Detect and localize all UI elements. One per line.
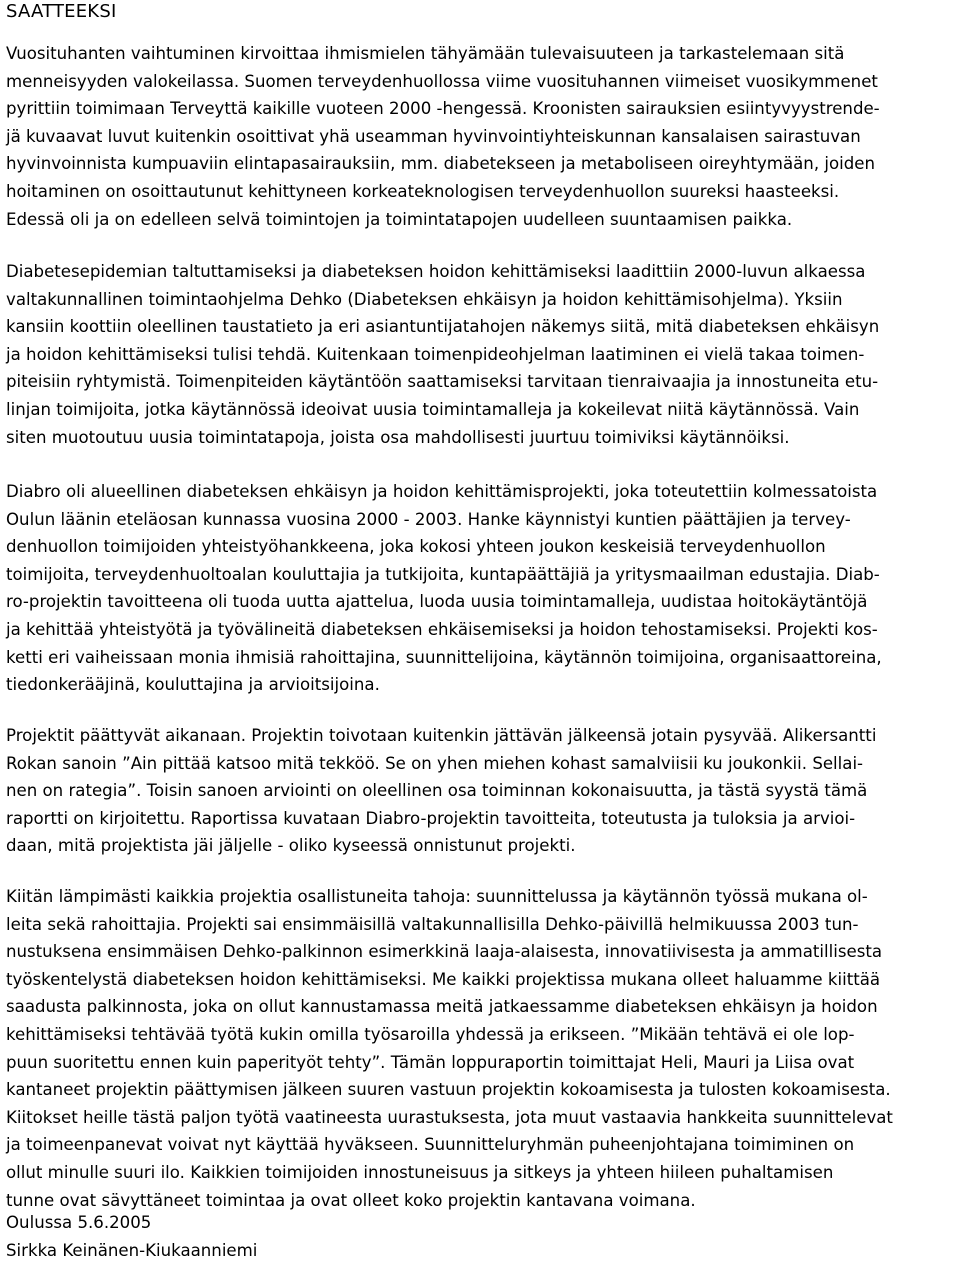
text-line: kehittämiseksi tehtävää työtä kukin omilla työsaroilla yhdessä ja erikseen. ”Mikään tehtävä ei ole lop- <box>6 1024 855 1044</box>
text-line: Projektit päättyvät aikanaan. Projektin toivotaan kuitenkin jättävän jälkeensä jotain pysyvää. Alikersantti <box>6 726 877 745</box>
signature-name: Sirkka Keinänen-Kiukaanniemi <box>6 1240 258 1260</box>
signature-place-date: Oulussa 5.6.2005 <box>6 1213 152 1232</box>
text-line: Edessä oli ja on edelleen selvä toimintojen ja toimintatapojen uudelleen suuntaamisen paikka. <box>6 209 793 229</box>
text-line: Kiitokset heille tästä paljon työtä vaatineesta uurastuksesta, jota muut vastaavia hankkeita suunnittelevat <box>6 1107 893 1127</box>
paragraph-2 <box>6 258 879 451</box>
text-line: kansiin koottiin oleellinen taustatieto ja eri asiantuntijatahojen näkemys siitä, mitä diabeteksen ehkäisyn <box>6 317 880 337</box>
paragraph-3 <box>6 478 882 699</box>
text-line: Vuosituhanten vaihtuminen kirvoittaa ihmismielen tähyämään tulevaisuuteen ja tarkastelemaan sitä <box>6 44 845 63</box>
text-line: hyvinvoinnista kumpuaviin elintapasairauksiin, mm. diabetekseen ja metaboliseen oireyhtymään, joiden <box>6 154 876 174</box>
text-line: hoitaminen on osoittautunut kehittyneen korkeateknologisen terveydenhuollon suureksi haasteeksi. <box>6 181 840 201</box>
text-line: Diabro oli alueellinen diabeteksen ehkäisyn ja hoidon kehittämisprojekti, joka toteutettiin kolmessatoista <box>6 482 878 501</box>
document-heading: SAATTEEKSI <box>6 1 117 22</box>
paragraph-1 <box>6 40 880 233</box>
paragraph-4 <box>6 722 876 860</box>
text-line: denhuollon toimijoiden yhteistyöhankkeena, joka kokosi yhteen joukon keskeisiä terveydenhuollon <box>6 537 826 557</box>
text-line: siten muotoutuu uusia toimintatapoja, joista osa mahdollisesti juurtuu toimiviksi käytännöiksi. <box>6 427 790 447</box>
text-line: Oulun läänin eteläosan kunnassa vuosina 2000 - 2003. Hanke käynnistyi kuntien päättäjien ja tervey- <box>6 509 851 529</box>
text-line: raportti on kirjoitettu. Raportissa kuvataan Diabro-projektin tavoitteita, toteutusta ja tuloksia ja arvioi- <box>6 808 856 828</box>
text-line: linjan toimijoita, jotka käytännössä ideoivat uusia toimintamalleja ja kokeilevat niitä käytännössä. Vain <box>6 399 860 419</box>
text-line: nustuksena ensimmäisen Dehko-palkinnon esimerkkinä laaja-alaisesta, innovatiivisesta ja ammatillisesta <box>6 942 883 962</box>
text-line: puun suoritettu ennen kuin paperityöt tehty”. Tämän loppuraportin toimittajat Heli, Mauri ja Liisa ovat <box>6 1052 855 1072</box>
text-line: Kiitän lämpimästi kaikkia projektia osallistuneita tahoja: suunnittelussa ja käytännön työssä mukana ol- <box>6 887 868 906</box>
text-line: daan, mitä projektista jäi jäljelle - oliko kyseessä onnistunut projekti. <box>6 836 576 856</box>
text-line: valtakunnallinen toimintaohjelma Dehko (Diabeteksen ehkäisyn ja hoidon kehittämisohjelma). Yksiin <box>6 289 843 309</box>
text-line: tiedonkerääjinä, kouluttajina ja arvioitsijoina. <box>6 675 380 695</box>
text-line: Diabetesepidemian taltuttamiseksi ja diabeteksen hoidon kehittämiseksi laadittiin 2000-luvun alkaessa <box>6 262 866 281</box>
text-line: toimijoita, terveydenhuoltoalan kouluttajia ja tutkijoita, kuntapäättäjiä ja yritysmaailman edustajia. Diab- <box>6 564 880 584</box>
text-line: nen on rategia”. Toisin sanoen arviointi on oleellinen osa toiminnan kokonaisuutta, ja tästä syystä tämä <box>6 781 868 801</box>
text-line: Rokan sanoin ”Ain pittää katsoo mitä tekköö. Se on yhen miehen kohast samalviisii ku joukonkii. Sellai- <box>6 753 864 773</box>
text-line: ja toimeenpanevat voivat nyt käyttää hyväkseen. Suunnitteluryhmän puheenjohtajana toimiminen on <box>6 1135 855 1155</box>
text-line: saadusta palkinnosta, joka on ollut kannustamassa meitä jatkaessamme diabeteksen ehkäisyn ja hoidon <box>6 997 878 1017</box>
text-line: ollut minulle suuri ilo. Kaikkien toimijoiden innostuneisuus ja sitkeys ja yhteen hiileen puhaltamisen <box>6 1162 834 1182</box>
text-line: työskentelystä diabeteksen hoidon kehittämiseksi. Me kaikki projektissa mukana olleet haluamme kiittää <box>6 969 881 989</box>
text-line: ja kehittää yhteistyötä ja työvälineitä diabeteksen ehkäisemiseksi ja hoidon tehostamiseksi. Projekti kos- <box>6 619 878 639</box>
text-line: leita sekä rahoittajia. Projekti sai ensimmäisillä valtakunnallisilla Dehko-päivillä helmikuussa 2003 tun- <box>6 914 859 934</box>
signature-block <box>6 1209 257 1264</box>
document-page <box>6 0 954 1260</box>
text-line: menneisyyden valokeilassa. Suomen terveydenhuollossa viime vuosituhannen viimeiset vuosikymmenet <box>6 71 878 91</box>
text-line: ja hoidon kehittämiseksi tulisi tehdä. Kuitenkaan toimenpideohjelman laatiminen ei vielä takaa toimen- <box>6 344 865 364</box>
text-line: ro-projektin tavoitteena oli tuoda uutta ajattelua, luoda uusia toimintamalleja, uudistaa hoitokäytäntöjä <box>6 592 868 612</box>
text-line: pyrittiin toimimaan Terveyttä kaikille vuoteen 2000 -hengessä. Kroonisten sairauksien esiintyvyystrende- <box>6 99 880 119</box>
text-line: tunne ovat sävyttäneet toimintaa ja ovat olleet koko projektin kantavana voimana. <box>6 1190 696 1210</box>
text-line: jä kuvaavat luvut kuitenkin osoittivat yhä useamman hyvinvointiyhteiskunnan kansalaisen sairastuvan <box>6 126 861 146</box>
text-line: piteisiin ryhtymistä. Toimenpiteiden käytäntöön saattamiseksi tarvitaan tienraivaajia ja innostuneita etu- <box>6 372 879 392</box>
text-line: kantaneet projektin päättymisen jälkeen suuren vastuun projektin kokoamisesta ja tulosten kokoamisesta. <box>6 1080 891 1100</box>
paragraph-5 <box>6 883 893 1214</box>
text-line: ketti eri vaiheissaan monia ihmisiä rahoittajina, suunnittelijoina, käytännön toimijoina, organisaattoreina, <box>6 647 882 667</box>
